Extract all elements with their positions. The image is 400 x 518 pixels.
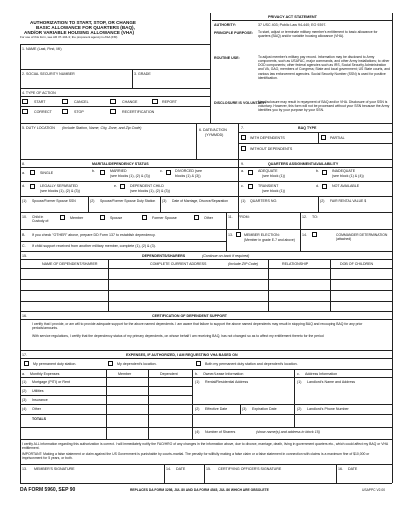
- field-14-number: 14.: [302, 233, 307, 237]
- landlord-phone-number: (2): [297, 407, 302, 411]
- recert-checkbox[interactable]: [110, 109, 116, 114]
- without-dependents-label: WITHOUT DEPENDENTS: [250, 147, 293, 151]
- marital-status-label: MARITAL/DEPENDENCY STATUS: [92, 162, 149, 166]
- custody-spouse-checkbox[interactable]: [100, 215, 105, 220]
- option-c: c.: [160, 169, 163, 173]
- routine-label: ROUTINE USE:: [214, 56, 240, 60]
- legally-separated-note: (see blocks (1), (2) & (3)): [40, 189, 80, 193]
- utilities-number: (2): [22, 389, 27, 393]
- permanent-duty-station-label: My permanent duty station.: [33, 362, 77, 366]
- important-warning-text: IMPORTANT: Making a false statement or claim against the US Government is punishable by courts-martial. The penalty for willfully making a false claim or a false statement in connection with claims is a maximum fine of $10,000 or imprisonment for 5 years, or both.: [22, 452, 370, 461]
- certifying-officer-field[interactable]: [206, 472, 334, 481]
- owner-lease-label: Owner/Lease Information: [203, 372, 244, 376]
- report-checkbox[interactable]: [152, 99, 158, 104]
- single-label: SINGLE: [40, 171, 54, 175]
- member-signature-label: MEMBER'S SIGNATURE: [34, 467, 75, 471]
- privacy-title: PRIVACY ACT STATEMENT: [268, 15, 317, 19]
- col-dob: DOB OF CHILDREN: [340, 262, 374, 266]
- option-b: b.: [92, 169, 95, 173]
- date1-label: DATE: [176, 467, 186, 471]
- member-election-checkbox[interactable]: [236, 232, 241, 237]
- option-e: e.: [114, 184, 117, 188]
- date-marriage-label: Date of Marriage, Divorce/Separation: [172, 199, 228, 203]
- to-label: TO:: [312, 215, 318, 219]
- form-title-line2: BASIC ALLOWANCE FOR QUARTERS (BAQ),: [36, 25, 135, 30]
- date-action-field[interactable]: [199, 140, 235, 156]
- mortgage-number: (1): [22, 380, 27, 384]
- without-dependents-checkbox[interactable]: [241, 146, 246, 151]
- final-certification-text: I certify ALL information regarding this authorization is correct. I will immediately notify the FAO/HRO of any changes in the information above, due to divorce, marriage, death, living in government quarters etc., which could affect my BAQ or VHA entitlement.: [22, 442, 388, 451]
- form-title-line1: AUTHORIZATION TO START, STOP, OR CHANGE: [30, 20, 136, 25]
- adequate-label: ADEQUATE: [258, 169, 278, 173]
- duty-location-label: 5. DUTY LOCATION: [22, 126, 55, 130]
- monthly-expenses-letter: a.: [22, 372, 25, 376]
- purpose-text: To start, adjust or terminate military member's entitlement to basic allowance for quarters (BAQ) and/or variable housing allowance (VHA).: [258, 30, 378, 39]
- number-sharers-label: Number of Sharers: [205, 430, 236, 434]
- address-info-label: Address Information: [305, 372, 338, 376]
- certification-title: CERTIFICATION OF DEPENDENT SUPPORT: [152, 314, 228, 318]
- disclosure-label: DISCLOSURE IS VOLUNTARY:: [214, 101, 266, 105]
- dependents-location-checkbox[interactable]: [108, 361, 113, 366]
- expiration-date-label: Expiration Date: [252, 407, 277, 411]
- field-7-number: 7.: [241, 126, 244, 130]
- replaces-note: REPLACES DA FORM 3298, JUL 80 AND DA FORM 4545, JUL 86 WHICH ARE OBSOLETE: [130, 488, 269, 492]
- insurance-number: (3): [22, 398, 27, 402]
- address-info-letter: c.: [297, 372, 300, 376]
- note-b-number: B.: [22, 233, 26, 237]
- field-12-number: 12.: [302, 215, 307, 219]
- change-label: CHANGE: [122, 100, 138, 104]
- sharers-number: (4): [195, 430, 200, 434]
- correct-checkbox[interactable]: [22, 109, 28, 114]
- totals-label: TOTALS: [32, 417, 47, 421]
- member-signature-field[interactable]: [22, 472, 162, 481]
- expiration-date-number: (3): [242, 407, 247, 411]
- single-checkbox[interactable]: [30, 170, 35, 175]
- custody-former-spouse-checkbox[interactable]: [142, 215, 147, 220]
- col-address-note: (Include ZIP Code): [228, 262, 259, 266]
- sharers-note: (show name(s) and address in block 15): [256, 430, 320, 434]
- authority-text: 37 USC 403; Public Law 94-440; EO 9397.: [258, 23, 327, 27]
- field-16-number: 16.: [22, 314, 27, 318]
- rental-address-number: (1): [195, 380, 200, 384]
- not-available-checkbox[interactable]: [322, 184, 327, 189]
- from-label: FROM:: [238, 215, 250, 219]
- quarters-no-number: (1): [241, 199, 246, 203]
- inadequate-note: (see block (1) & (4)): [332, 174, 364, 178]
- note-c-number: C.: [22, 244, 26, 248]
- version-label: USAPPC V2.00: [362, 488, 386, 492]
- married-label: MARRIED: [110, 169, 127, 173]
- authority-label: AUTHORITY:: [214, 23, 236, 27]
- date1-number: 14.: [166, 467, 171, 471]
- spouse-ssn-label: Spouse/Former Spouse SSN: [32, 199, 76, 203]
- both-locations-label: Both my permanent duty station and dependent's location.: [205, 362, 298, 366]
- legally-separated-checkbox[interactable]: [30, 184, 35, 189]
- partial-checkbox[interactable]: [321, 135, 326, 140]
- field-17-number: 17.: [22, 353, 27, 357]
- dependents-location-label: My dependent's location.: [117, 362, 157, 366]
- cancel-label: CANCEL: [74, 100, 89, 104]
- field-11-number: 11.: [228, 215, 233, 219]
- note-b-text: If you check "OTHER" above, prepare DD Form 137 to establish dependency.: [32, 233, 156, 237]
- routine-text: To adjust member's military pay record. Information may be disclosed to Army components, such as USAFAC, major commands, and other Army installations; to other DOD components; other federal agencies such as IRS, Social Security Administration and VA, GAO, members of Congress; State and local government; US State courts, and various law enforcement agencies. Social Security Number (SSN) is used for positive identification.: [258, 55, 390, 80]
- other-expense-number: (4): [22, 407, 27, 411]
- stop-checkbox[interactable]: [62, 109, 68, 114]
- ssn-field[interactable]: [22, 77, 130, 86]
- stop-label: STOP: [74, 110, 84, 114]
- with-dependents-checkbox[interactable]: [241, 135, 246, 140]
- permanent-duty-station-checkbox[interactable]: [24, 361, 29, 366]
- partial-label: PARTIAL: [330, 136, 345, 140]
- duty-location-note: (Include Station, Name, City, Zone, and Zip Code): [62, 126, 142, 130]
- commander-determination-label: COMMANDER DETERMINATION (attached): [336, 233, 388, 242]
- quarters-availability-label: QUARTERS ASSIGNMENT/AVAILABILITY: [268, 162, 339, 166]
- recert-label: RECERTIFICATION: [122, 110, 155, 114]
- inadequate-checkbox[interactable]: [322, 170, 327, 175]
- form-title-line3: AND/OR VARIABLE HOUSING ALLOWANCE (VHA): [24, 30, 134, 35]
- col-member: Member: [118, 372, 132, 376]
- report-label: REPORT: [162, 100, 177, 104]
- certification-text-2: With service regulations, I certify that the dependency status of my primary dependents, on whose behalf I am receiving BAQ, has not changed so as to affect my entitlement thereto for the period: [32, 334, 324, 338]
- cancel-checkbox[interactable]: [62, 99, 68, 104]
- field-15-number: 15.: [22, 254, 27, 258]
- landlord-name-number: (1): [297, 380, 302, 384]
- divorced-label: DIVORCED (see: [175, 169, 202, 173]
- insurance-label: Insurance: [32, 398, 48, 402]
- option-9d: d.: [316, 184, 319, 188]
- dependent-child-note: (see blocks (1), (2) & (3)): [130, 189, 170, 193]
- form-use-note: For use of this form, see AR 37-104-3; the proponent agency is ASA (FM): [20, 35, 118, 39]
- dependent-child-checkbox[interactable]: [120, 184, 125, 189]
- start-checkbox[interactable]: [22, 99, 28, 104]
- effective-date-label: Effective Date: [205, 407, 228, 411]
- child-custody-label: Child in Custody of:: [32, 215, 50, 224]
- married-note: (see blocks (1), (2) & (3)): [110, 174, 150, 178]
- grade-label: 3. GRADE: [134, 72, 151, 76]
- landlord-phone-label: Landlord's Phone Number: [307, 407, 349, 411]
- field-13-number: 13.: [228, 233, 233, 237]
- other-expense-label: Other: [32, 407, 41, 411]
- purpose-label: PRINCIPLE PURPOSE:: [214, 31, 253, 35]
- option-d: d.: [22, 184, 25, 188]
- option-9a: a.: [241, 169, 244, 173]
- member-signature-number: 13.: [22, 467, 27, 471]
- certifying-officer-number: 15.: [206, 467, 211, 471]
- dependents-note: (Continue on back if required): [202, 254, 250, 258]
- date2-label: DATE: [348, 467, 358, 471]
- dependent-child-label: DEPENDENT CHILD: [130, 184, 164, 188]
- col-name: NAME OF DEPENDENT/SHARER: [42, 262, 98, 266]
- field-8-number: 8.: [22, 162, 25, 166]
- form-identifier: DA FORM 5960, SEP 90: [20, 487, 76, 493]
- custody-other-checkbox[interactable]: [194, 215, 199, 220]
- change-checkbox[interactable]: [110, 99, 116, 104]
- disclosure-text: Nondisclosure may result in repayment of BAQ and/or VHA. Disclosure of your SSN is voluntary. However, this form will not be processed without your SSN because the Army identifies you by your purpose by your SSN.: [258, 100, 390, 113]
- divorced-checkbox[interactable]: [166, 170, 171, 175]
- date-marriage-number: (3): [162, 199, 167, 203]
- monthly-expenses-label: Monthly Expenses: [30, 372, 60, 376]
- inadequate-label: INADEQUATE: [332, 169, 356, 173]
- quarters-no-label: QUARTERS NO.: [250, 199, 278, 203]
- effective-date-number: (2): [195, 407, 200, 411]
- spouse-duty-label: Spouse/Former Spouse Duty Station: [100, 199, 156, 203]
- name-label: 1. NAME (Last, First, MI): [22, 47, 62, 51]
- ssn-label: 2. SOCIAL SECURITY NUMBER: [22, 72, 75, 76]
- fair-rental-label: FAIR RENTAL VALUE $: [330, 199, 367, 203]
- option-9c: c.: [241, 184, 244, 188]
- field-10-number: 10.: [22, 215, 27, 219]
- transient-note: (see block (1)): [262, 189, 285, 193]
- certifying-officer-label: CERTIFYING OFFICER'S SIGNATURE: [218, 467, 282, 471]
- rental-address-label: Rental/Residential Address: [205, 380, 249, 384]
- member-election-note: (Member in grade E-7 and above): [244, 238, 295, 242]
- date-action-label: 6. DATE/ACTION: [199, 128, 227, 132]
- duty-location-field[interactable]: [22, 138, 192, 156]
- transient-checkbox[interactable]: [248, 184, 253, 189]
- adequate-checkbox[interactable]: [248, 170, 253, 175]
- custody-spouse-label: Spouse: [110, 216, 123, 220]
- adequate-note: (see block (1)): [262, 174, 285, 178]
- dependents-title: DEPENDENTS/SHARERS: [142, 254, 186, 258]
- with-dependents-label: WITH DEPENDENTS: [250, 136, 285, 140]
- certification-text-1: I certify that I provide, or am will to provide adequate support for the above named dependents. I am aware that failure to support the above named dependents may result in stopping BAQ and recouping BAQ for any prior periods/amounts.: [32, 322, 363, 331]
- fair-rental-number: (2): [320, 199, 325, 203]
- col-relationship: RELATIONSHIP: [282, 262, 309, 266]
- married-checkbox[interactable]: [100, 170, 105, 175]
- name-field[interactable]: [22, 52, 208, 68]
- divorced-note: blocks (1) & (3)): [175, 174, 201, 178]
- member-election-label: MEMBER ELECTION:: [244, 233, 280, 237]
- correct-label: CORRECT: [34, 110, 52, 114]
- owner-lease-letter: b.: [195, 372, 198, 376]
- start-label: START: [34, 100, 46, 104]
- legally-separated-label: LEGALLY SEPARATED: [40, 184, 78, 188]
- custody-other-label: Other: [204, 216, 213, 220]
- baq-type-label: BAQ TYPE: [298, 126, 317, 130]
- col-address: COMPLETE CURRENT ADDRESS: [150, 262, 207, 266]
- option-9b: b.: [316, 169, 319, 173]
- option-a: a.: [22, 171, 25, 175]
- date2-number: 16.: [338, 467, 343, 471]
- not-available-label: NOT AVAILABLE: [332, 184, 360, 188]
- spouse-ssn-number: (1): [22, 199, 27, 203]
- both-locations-checkbox[interactable]: [196, 361, 201, 366]
- grade-field[interactable]: [134, 77, 208, 86]
- expenses-title: EXPENSES, IF AUTHORIZED, I AM REQUESTING VHA BASED ON: [126, 353, 238, 357]
- landlord-name-label: Landlord's Name and Address: [307, 380, 356, 384]
- mortgage-label: Mortgage (PITI) or Rent: [32, 380, 70, 384]
- custody-former-spouse-label: Former Spouse: [152, 216, 177, 220]
- custody-member-label: Member: [70, 216, 84, 220]
- field-9-number: 9.: [241, 162, 244, 166]
- date-action-format: (YYMMDD): [205, 133, 224, 137]
- commander-determination-checkbox[interactable]: [312, 232, 317, 237]
- transient-label: TRANSIENT: [258, 184, 279, 188]
- spouse-duty-number: (2): [90, 199, 95, 203]
- col-dependent: Dependent: [160, 372, 178, 376]
- utilities-label: Utilities: [32, 389, 44, 393]
- note-c-text: If child support received from another military member, complete (1), (2) & (3).: [32, 244, 156, 248]
- type-of-action-label: 4. TYPE OF ACTION: [22, 91, 56, 95]
- custody-member-checkbox[interactable]: [60, 215, 65, 220]
